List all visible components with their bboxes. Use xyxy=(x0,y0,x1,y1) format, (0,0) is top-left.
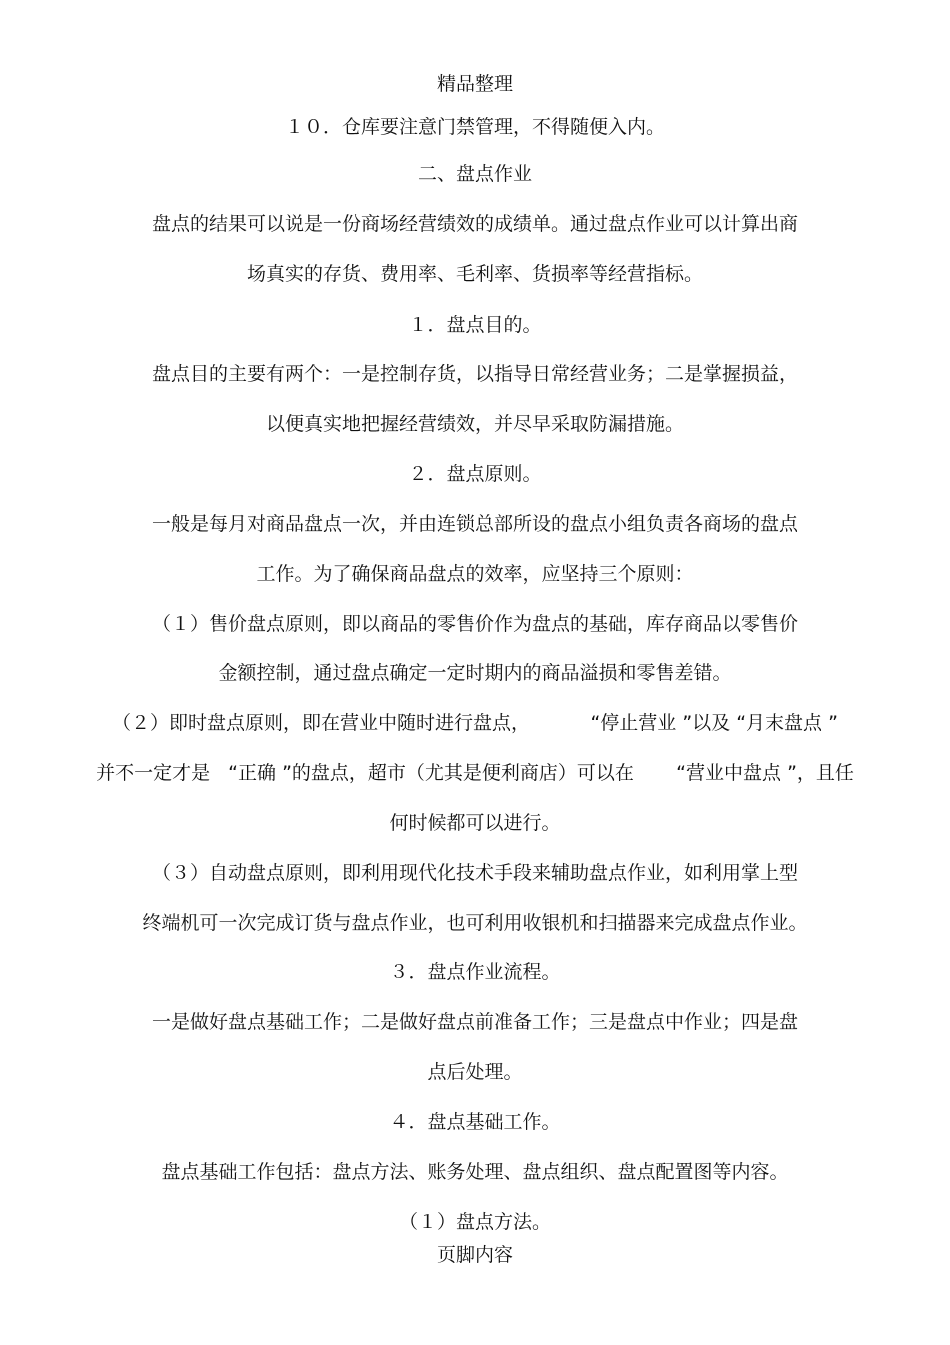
page-footer: 页脚内容 xyxy=(436,1244,513,1266)
subheading-count-method: （１）盘点方法。 xyxy=(398,1211,551,1233)
paragraph-line: 场真实的存货、费用率、毛利率、货损率等经营指标。 xyxy=(246,263,703,285)
paragraph-line: 工作。为了确保商品盘点的效率，应坚持三个原则： xyxy=(256,563,694,585)
paragraph-line: 以便真实地把握经营绩效，并尽早采取防漏措施。 xyxy=(265,413,684,435)
section-heading-inventory-count: 二、盘点作业 xyxy=(417,163,532,185)
paragraph-line: 盘点基础工作包括：盘点方法、账务处理、盘点组织、盘点配置图等内容。 xyxy=(161,1161,789,1183)
paragraph-line: 一是做好盘点基础工作；二是做好盘点前准备工作；三是盘点中作业；四是盘 xyxy=(151,1011,798,1033)
item-10-warehouse-access: １０．仓库要注意门禁管理，不得随便入内。 xyxy=(284,116,665,138)
subheading-principles: ２．盘点原则。 xyxy=(408,463,542,485)
paragraph-line: 点后处理。 xyxy=(427,1061,523,1083)
paragraph-line: 盘点的结果可以说是一份商场经营绩效的成绩单。通过盘点作业可以计算出商 xyxy=(151,213,798,235)
paragraph-line: 一般是每月对商品盘点一次，并由连锁总部所设的盘点小组负责各商场的盘点 xyxy=(151,513,798,535)
paragraph-line: （３）自动盘点原则，即利用现代化技术手段来辅助盘点作业，如利用掌上型 xyxy=(151,862,798,884)
subheading-purpose: １．盘点目的。 xyxy=(408,314,542,336)
paragraph-line: 盘点目的主要有两个：一是控制存货，以指导日常经营业务；二是掌握损益， xyxy=(151,363,798,385)
paragraph-line: 终端机可一次完成订货与盘点作业，也可利用收银机和扫描器来完成盘点作业。 xyxy=(142,912,808,934)
page-header: 精品整理 xyxy=(436,73,513,95)
paragraph-line: （２）即时盘点原则，即在营业中随时进行盘点， “停止营业 ”以及 “月末盘点 ” xyxy=(112,712,838,734)
paragraph-line: 金额控制，通过盘点确定一定时期内的商品溢损和零售差错。 xyxy=(218,662,732,684)
subheading-basic-work: ４．盘点基础工作。 xyxy=(389,1111,561,1133)
paragraph-line: 并不一定才是 “正确 ”的盘点，超市（尤其是便利商店）可以在 “营业中盘点 ”，且任 xyxy=(96,762,854,784)
paragraph-line: （１）售价盘点原则，即以商品的零售价作为盘点的基础，库存商品以零售价 xyxy=(151,613,798,635)
subheading-workflow: ３．盘点作业流程。 xyxy=(389,961,561,983)
paragraph-line: 何时候都可以进行。 xyxy=(389,812,561,834)
